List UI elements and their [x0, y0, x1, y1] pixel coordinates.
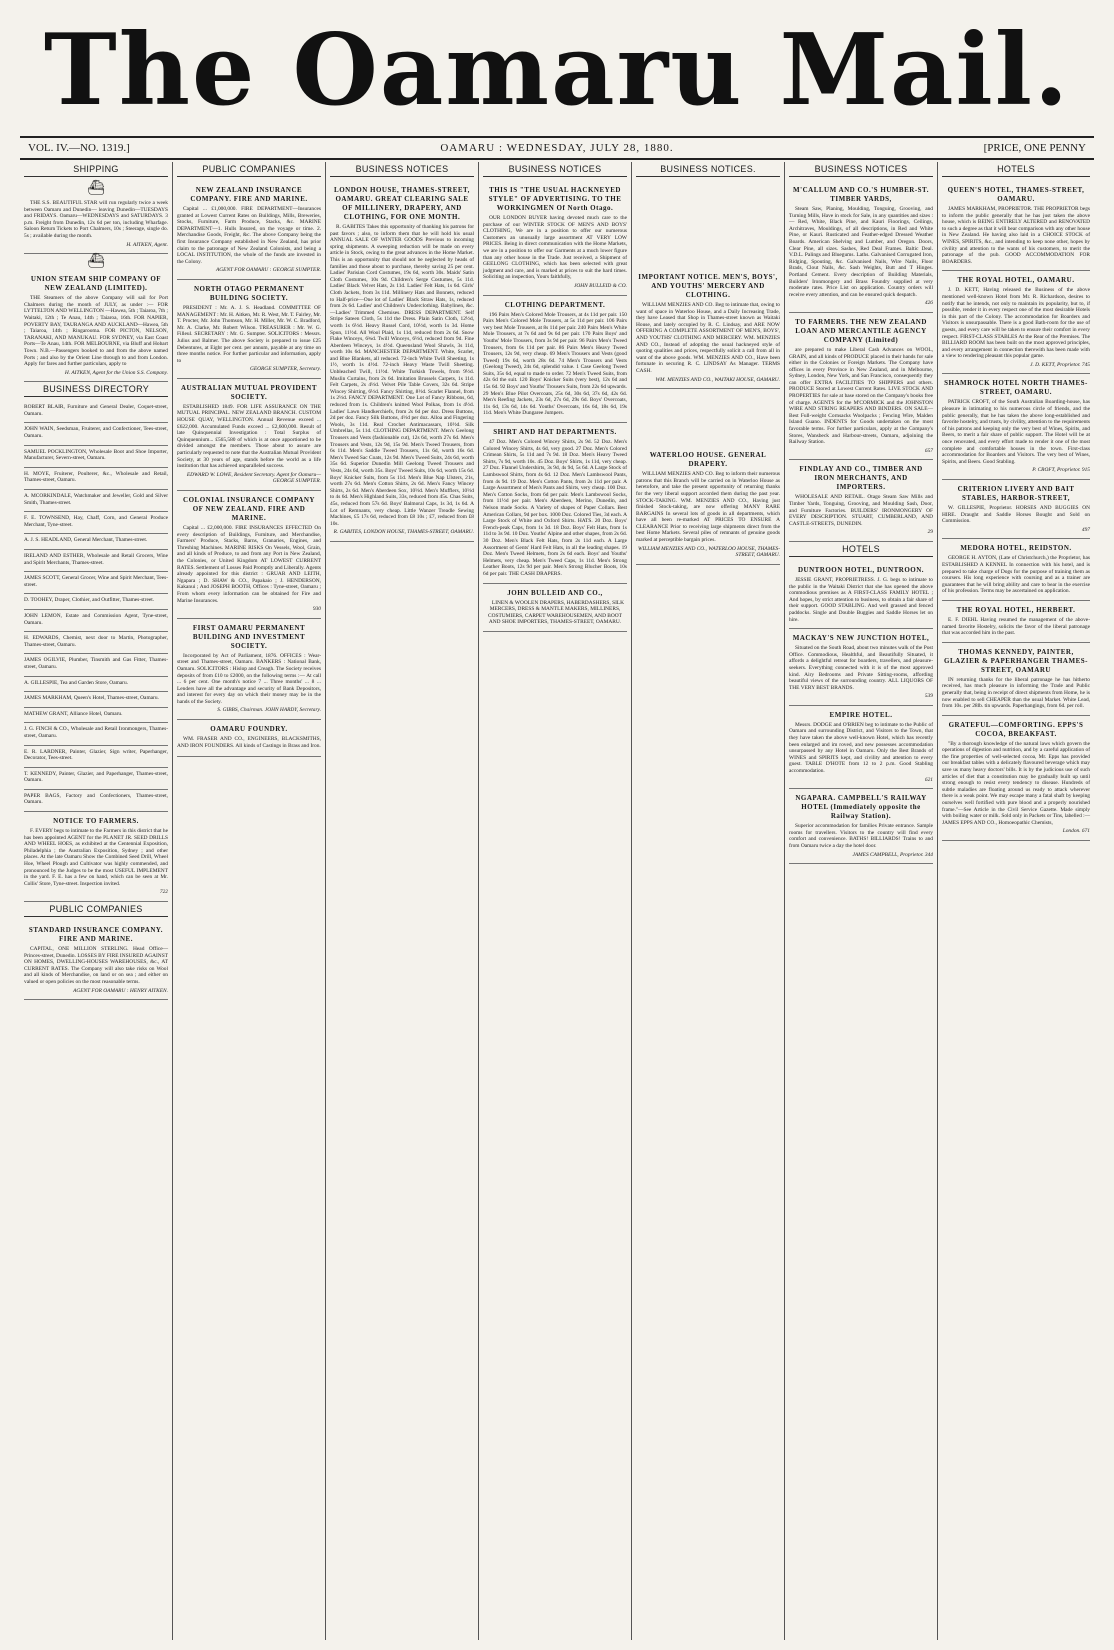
ad-signature: 621	[924, 776, 933, 783]
advertisement	[483, 181, 627, 296]
advertisement	[177, 181, 321, 280]
ad-body: E. F. DIEHL Having resumed the management of the above-named favorite Hostelry, solicits the favor of the liberal patronage that was accorded him in the past.	[942, 616, 1090, 637]
steamship-icon: ⛴	[87, 181, 105, 196]
advertisement	[942, 181, 1090, 271]
ad-title: FIRST OAMARU PERMANENT BUILDING AND INVESTMENT SOCIETY.	[192, 623, 306, 650]
ad-title: FINDLAY AND CO., TIMBER AND IRON MERCHANTS, AND IMPORTERS.	[799, 465, 923, 492]
ad-body: 196 Pairs Men's Colored Mole Trousers, at 4s 11d per pair. 150 Pairs Men's Colored Mole Trousers, at 5s 11d per pair. 106 Pairs very best Mole Trousers, at 8s 11d per pair. 240 Pairs Men's White Mole Trousers, at 7s 6d and 9s 6d per pair. 170 Pairs Boys' and Youths' Mole Trousers, from 3s 9d per pair. 96 Pairs Men's Tweed Trousers, from 6s 11d per pair. 86 Pairs Men's Heavy Tweed Trousers, 12s 9d, very cheap. 69 Men's Trousers and Vests (good Tweed) 19s 6d, worth 28s 6d. 74 Men's Trousers and Vests (Geelong Tweed), 24s 6d, splendid value. 1 Case Geelong Tweed Suits, 35s 6d, equal to made to order. 72 Men's Tweed Suits, from 42s 6d the suit. 120 Boys' Knicker Suits (very best), 12s 6d and 15s 6d. 92 Boys' and Youths' Trousers Suits, from 22s 6d upwards. 29 Men's Blue Pilot Overcoats, 25s 6d, 30s 6d, 37s 6d, 42s 6d. Men's Reefing Jackets, 23s 6d, 27s 6d, 29s 6d. Boys' Overcoats, 11s 6d, 13s 6d, 14s 6d. Youths' Overcoats, 16s 6d, 18s 6d, 19s 11d. Men's White Dungaree Jumpers.	[483, 311, 627, 417]
ad-title: LONDON HOUSE, THAMES-STREET, OAMARU. GREAT CLEARING SALE OF MILLINERY, DRAPERY, AND CLOTHING, FOR ONE MONTH.	[334, 186, 470, 221]
advertisement	[177, 379, 321, 491]
directory-listing: A. J. S. HEADLAND, General Merchant, Thames-street.	[24, 534, 168, 550]
advertisement	[24, 197, 168, 254]
ad-title: EMPIRE HOTEL.	[829, 710, 893, 719]
advertisement	[789, 561, 933, 629]
section-header: HOTELS	[789, 542, 933, 557]
ad-body: Capital ... £1,000,000. FIRE DEPARTMENT—Insurances granted at Lowest Current Rates on Buildings, Mills, Breweries, Stocks, Furniture, Farm Produce, Stacks, &c. MARINE DEPARTMENT—1. Hulls Insured, on the voyage or time. 2. Merchandise Goods, Freight, &c. The above Company being the first Insurance Company established in New Zealand, has prior claim to the patronage of New Zealand Colonists, and being a LOCAL INSTITUTION, the whole of the funds are invested in the Colony.	[177, 206, 321, 265]
column-header: BUSINESS NOTICES.	[636, 162, 780, 177]
ad-body: IN returning thanks for the liberal patronage he has hitherto received, has much pleasure in informing the Trade and Public generally that, being in receipt of direct shipments from Home, he is now enabled to sell CHEAPER than the usual Market. White Lead, from 10s. per 28lb. tin upwards. Paperhangings, from 6d. per roll.	[942, 676, 1090, 710]
advertisement	[942, 271, 1090, 374]
advertisement	[942, 539, 1090, 601]
directory-listing: D. TOOHEY, Draper, Clothier, and Outfitter, Thames-street.	[24, 594, 168, 610]
ad-signature: 657	[924, 447, 933, 454]
ad-title: NEW ZEALAND INSURANCE COMPANY. FIRE AND MARINE.	[190, 186, 308, 203]
directory-listing: H. EDWARDS, Chemist, next door to Martin, Photographer, Thames-street, Oamaru.	[24, 632, 168, 654]
ad-title: QUEEN'S HOTEL, THAMES-STREET, OAMARU.	[947, 186, 1085, 203]
directory-listing: IRELAND AND ESTHER, Wholesale and Retail Grocers, Wine and Spirit Merchants, Thames-street.	[24, 550, 168, 572]
advertisement	[24, 270, 168, 382]
ad-title: MEDORA HOTEL, REIDSTON.	[960, 544, 1072, 553]
advertisement	[483, 584, 627, 632]
ad-body: THE Steamers of the above Company will sail for Port Chalmers during the month of JULY, as under :— FOR LYTTELTON AND WELLINGTON —Hawea, 5th ; Taiaroa, 7th ; Waitaki, 12th ; Te Anau, 14th ; Taiaroa, 16th. FOR NAPIER, POVERTY BAY, TAURANGA AND AUCKLAND—Hawea, 5th ; Taiaroa, 14th ; Ringarooma. FOR PICTON, NELSON, TARANAKI, AND MANUKAU. FOR SYDNEY, via East Coast Ports—Te Anau, 14th. FOR MELBOURNE, via Bluff and Hobart Town. N.B.—Passengers booked to and from the above named Ports ; and also by the Orient Line through to and from London. Apply for fares and further particulars, apply to	[24, 295, 168, 368]
ad-body: WM. FRASER AND CO., ENGINEERS, BLACKSMITHS, AND IRON FOUNDERS. All kinds of Castings in Brass and Iron.	[177, 736, 321, 749]
dateline	[20, 136, 1094, 160]
directory-listing: ROBERT BLAIR, Furniture and General Dealer, Coquet-street, Oamaru.	[24, 401, 168, 423]
issue-price: [PRICE, ONE PENNY	[983, 142, 1086, 154]
ad-body: OUR LONDON BUYER having devoted much care to the purchase of our WINTER STOCK OF MEN'S AND BOYS' CLOTHING, We are in a position to offer our numerous Customers an unusually large assortment AT VERY LOW PRICES. Being in direct communication with the Home Markets, we are in a position to offer our Garments at a much lower figure than any other house in the Trade. Just received, a Shipment of GEELONG CLOTHING, which has been selected with great judgment and care, and is marked at prices to suit the hard times. Soliciting an inspection, Yours faithfully,	[483, 215, 627, 281]
directory-listing: MATHEW GRANT, Alliance Hotel, Oamaru.	[24, 708, 168, 724]
ad-signature: JOHN BULLEID & CO.	[573, 282, 627, 289]
advertisement	[483, 296, 627, 424]
advertisement	[330, 181, 474, 542]
ad-signature: 539	[924, 693, 933, 700]
ad-body: ESTABLISHED 1849. FOR LIFE ASSURANCE ON THE MUTUAL PRINCIPAL. NEW ZEALAND BRANCH. CUSTOM HOUSE QUAY, WELLINGTON. Annual Revenue exceed ... £622,000. Accumulated Funds exceed ... £2,600,000. Result of late Quinquennial Investigation : Total Surplus of Quinquennium... £565,580 of which is at once apportioned to be divided amongst the members. Those about to assure are particularly requested to note that the Australian Mutual Provident Society, at 30 years of age, stands before the world as a life institution that has achieved unparalleled success.	[177, 403, 321, 470]
ad-body: Steam Saw, Planing, Moulding, Tonguing, Grooving, and Turning Mills, Have in stock for Sale, in any quantities and sizes :— Red, White, Black Pine, and Kauri Floorings, Ceilings, Architraves, Mouldings, of all descriptions, in Red and White Pine, or Kauri. Rusticated and Feather-edged Dressed Weather Boards. American Shelving and Lumber, and Oregon. Doors, Clear Pine, all sizes. Sashes, Red Deal Frames. Baltic Deal. V.D.L. Palings and Bluegums. Laths. Galvanised Corrugated Iron, Ridging, Spouting, &c. Galvanised Nails, Wire Nails, Floor Brads, Clout Nails, &c. Sash Weights, Butt and T Hinges. Portland Cement. Every description of Building Materials, Builders' Ironmongery and Brass Foundry supplied at very moderate rates. Price List on application. Country orders will receive every attention, and can be ensured quick despatch.	[789, 206, 933, 298]
advertisement	[636, 389, 780, 565]
ad-body: PRESIDENT : Mr. A. J. S. Headland. COMMITTEE OF MANAGEMENT : Mr. H. Aitken, Mr. R. West, Mr. T. Fairley, Mr. T. Procter, Mr. John Thomson, Mr. H. Miller, Mr. W. C. Bradford, Mr. A. Clarke, Mr. Robert Wilson. TREASURER : Mr. W. G. Filleul. SECRETARY : Mr. G. Sumpter. SOLICITORS : Messrs. Julius and Balmer. The above Society is prepared to issue £25 Debentures, at Eight per cent. per annum, payable at any time on three months notice. For further particular and information, apply to	[177, 304, 321, 364]
ad-title: UNION STEAM SHIP COMPANY OF NEW ZEALAND (LIMITED).	[30, 275, 162, 293]
advertisement	[942, 374, 1090, 480]
ad-body: F. EVERY begs to intimate to the Farmers in this district that he has been appointed AGENT for the PLANET JR. SEED DRILLS AND WHEEL HOES, as exhibited at the Centennial Exposition, Philadelphia ; the Australian Exposition, Sydney ; and other places. At the late Oamaru Show the Combined Seed Drill, Wheel Hoe, Wheel Plough and Cultivator was highly commended, and pronounced by the Judges to be the most USEFUL IMPLEMENT in the yard. F. E. has a few on hand, which can be seen at Mr. Collis' Store, Tyne-street. Inspection invited.	[24, 828, 168, 887]
ad-body: "By a thorough knowledge of the natural laws which govern the operations of digestion and nutrition, and by a careful application of the fine properties of well-selected cocoa, Mr. Epps has provided our breakfast tables with a delicately flavoured beverage which may save us many heavy doctors' bills. It is by the judicious use of such articles of diet that a constitution may be gradually built up until strong enough to resist every tendency to disease. Hundreds of subtle maladies are floating around us ready to attack wherever there is a weak point. We may escape many a fatal shaft by keeping ourselves well fortified with pure blood and a properly nourished frame."—See Article in the Civil Service Gazette. Made simply with boiling water or milk. Sold only in Packets or Tins, labelled :— JAMES EPPS AND CO., Homoeopathic Chemists,	[942, 740, 1090, 826]
directory-listing: JAMES MARKHAM, Queen's Hotel, Thames-street, Oamaru.	[24, 692, 168, 708]
ad-signature: 426	[924, 300, 933, 307]
column-business-notices-1	[326, 162, 479, 1640]
directory-listing: A. GILLESPIE, Tea and Garden Store, Oamaru.	[24, 677, 168, 693]
ad-title: THOMAS KENNEDY, PAINTER, GLAZIER & PAPERHANGER THAMES-STREET, OAMARU	[944, 647, 1088, 674]
ad-title: IMPORTANT NOTICE. MEN'S, BOYS', AND YOUTHS' MERCERY AND CLOTHING.	[638, 273, 778, 299]
directory-listing: A. MCORKINDALE, Watchmaker and Jeweller, Gold and Silver Smith, Thames-street.	[24, 490, 168, 512]
issue-date: OAMARU : WEDNESDAY, JULY 28, 1880.	[440, 142, 674, 154]
ad-signature: 497	[1081, 526, 1090, 533]
ad-signature: J. D. KETT, Proprietor. 745	[1030, 361, 1090, 368]
ad-title: THIS IS "THE USUAL HACKNEYED STYLE" OF ADVERTISING. TO THE WORKINGMEN Of North Otago.	[488, 186, 622, 212]
ad-signature: London. 671	[1062, 828, 1090, 835]
column-header: SHIPPING	[24, 162, 168, 177]
directory-listing: SAMUEL POCKLINGTON, Wholesale Boot and Shoe Importer, Manufacturer, Severn-street, Oamaru.	[24, 446, 168, 468]
ad-signature: WILLIAM MENZIES AND CO., WATERLOO HOUSE, THAMES-STREET, OAMARU.	[637, 545, 780, 559]
ad-title: NGAPARA. CAMPBELL'S RAILWAY HOTEL (Immediately opposite the Railway Station).	[795, 794, 927, 821]
ad-signature: 29	[927, 529, 933, 536]
advertisement	[942, 716, 1090, 841]
ad-title: WATERLOO HOUSE. GENERAL DRAPERY.	[649, 451, 767, 469]
ad-body: Capital ... £2,000,000. FIRE INSURANCES EFFECTED On every description of Buildings, Furniture, and Merchandise, Farmers' Produce, Stacks, Barns, Granaries, Engines, and Threshing Machines. MARINE RISKS On Vessels, Wool, Grain, and all kinds of Produce, to and from any Port in New Zealand, the Colonies, or United Kingdom AT LOWEST CURRENT RATES. Settlement of Losses Paid Promptly and Liberally. Agents already appointed for this district : GRUAR AND LEITH, Ngapara ; D. SHAW & CO., Papakaio ; J. HENDERSON, Kakanui ; And JOSEPH BOOTH, Offices : Tyne-street, Oamaru ; From whom every information can be obtained for Fire and Marine Insurances.	[177, 525, 321, 604]
column-shipping	[20, 162, 173, 1640]
ad-title: NORTH OTAGO PERMANENT BUILDING SOCIETY.	[193, 284, 305, 302]
ad-title: M'CALLUM AND CO.'S HUMBER-ST. TIMBER YARDS,	[793, 186, 929, 203]
column-header: BUSINESS NOTICES	[330, 162, 474, 177]
ad-body: J. D. KETT, Having released the Business of the above mentioned well-known Hotel from Mr. R. Richardson, desires to notify that he intends, not only to maintain its popularity, but to, if possible, render it in every respect one of the most desirable Hotels in this part of the Colony. The accommodation for Boarders and Visitors is unsurpassable. There is a good Bath-room for the use of guests, and every care will be taken to ensure their comfort in every respect. FIRST-CLASS STABLES At the Rear of the Premises. The BILLIARD ROOM has been built on the most approved principles, and every arrangement in connection therewith has been made with a view to rendering pleasant this popular game.	[942, 287, 1090, 360]
column-business-notices-4	[785, 162, 938, 1640]
section-header: BUSINESS DIRECTORY	[24, 382, 168, 397]
ad-signature: AGENT FOR OAMARU : HENRY AITKEN.	[73, 987, 168, 994]
column-header: HOTELS	[942, 162, 1090, 177]
advertisement	[789, 460, 933, 542]
ad-title: GRATEFUL—COMFORTING. EPPS'S COCOA, BREAKFAST.	[948, 720, 1084, 738]
advertisement	[942, 601, 1090, 643]
advertisement	[789, 313, 933, 461]
ad-title: OAMARU FOUNDRY.	[210, 725, 288, 734]
advertisement	[636, 181, 780, 389]
ad-body: W. GILLESPIE, Proprietor. HORSES AND BUGGIES ON HIRE. Draught and Saddle Horses Bought and Sold on Commission.	[942, 505, 1090, 525]
ad-title: NOTICE TO FARMERS.	[53, 817, 139, 826]
ad-body: Incorporated by Act of Parliament, 1876. OFFICES : Wear-street and Thames-street, Oamaru. BANKERS : National Bank, Oamaru. SOLICITORS : Hislop and Creagh. The Society receives deposits of from £10 to £2000, on the following terms :— At call ... 6 per cent. One month's notice 7 ... Three months' ... 8 ... Lenders have all the advantage and security of Bank Depositors, and interest for every day on which their money may be in the hands of the Society.	[177, 652, 321, 705]
advertisement	[483, 423, 627, 583]
advertisement	[177, 619, 321, 720]
advertisement	[24, 812, 168, 902]
column-public-companies	[173, 162, 326, 1640]
advertisement	[177, 280, 321, 379]
advertisement	[789, 629, 933, 706]
advertisement	[177, 491, 321, 619]
ad-title: JOHN BULLEID AND CO.,	[507, 588, 603, 597]
directory-listing: PAPER BAGS, Factory and Confectioners, Thames-street, Oamaru.	[24, 790, 168, 812]
ad-body: JESSIE GRANT, PROPRIETRESS. J. G. begs to intimate to the public in the Waitaki District that she has opened the above commodious premises as A FIRST-CLASS FAMILY HOTEL ; And hopes, by strict attention to business, to obtain a fair share of their support. GOOD STABLING. And well grassed and fenced paddocks. Single and Double Buggies and Saddle Horses let on hire.	[789, 576, 933, 623]
directory-listing: F. E. TOWNSEND, Hay, Chaff, Corn, and General Produce Merchant, Tyne-street.	[24, 512, 168, 534]
advertisement	[789, 789, 933, 864]
ad-body: LINEN & WOOLEN DRAPERS, HABERDASHERS, SILK MERCERS, DRESS & MANTLE MAKERS, MILLINERS, COSTUMIERS, CARPET WAREHOUSEMEN, AND BOOT AND SHOE IMPORTERS, THAMES-STREET, OAMARU.	[488, 599, 625, 626]
ad-body: PATRICK CROFT, of the South Australian Boarding-house, has pleasure in intimating to his numerous circle of friends, and the public generally, that he has taken the above long-established and favorite hostelry, and trusts, by civility, attention to the requirements of his patrons and keeping only the very best of Wines, Spirits, and Beers, to merit a fair share of public support. The Hotel will be at once renovated, and every effort made to render it one of the most complete and comfortable houses in the town. First-class accommodation for Boarders and Visitors. The very best of Wines, Spirits, and Beers. Good Stabling.	[942, 399, 1090, 465]
ad-title: THE ROYAL HOTEL, HERBERT.	[956, 605, 1076, 614]
ad-signature: 930	[312, 606, 321, 613]
ad-body: JAMES MARKHAM, PROPRIETOR. THE PROPRIETOR begs to inform the public generally that he has just taken the above house, which is BEING ENTIRELY ALTERED and RENOVATED to such a degree as that it will bear comparison with any other house in New Zealand. He having also laid in a CHOICE STOCK of WINES, SPIRITS, &c., and intending to keep none other, hopes by civility and attention to the wants of his customers, to merit the patronage of the pub. GOOD ACCOMMODATION FOR BOARDERS.	[942, 206, 1090, 265]
ad-title: AUSTRALIAN MUTUAL PROVIDENT SOCIETY.	[180, 383, 317, 401]
ad-body: GEORGE H. AYTON, (Late of Christchurch,) the Proprietor, has ESTABLISHED A KENNEL In connection with his hotel, and is prepared to take charge of Dogs for the purpose of training them as coursers. His long experience with coursing and as a trainer are guarantees that he will bring ability and care to bear in the exercise of his profession. Terms may be ascertained on application.	[942, 555, 1090, 595]
steamship-icon: ⛴	[87, 254, 105, 270]
ad-title: CRITERION LIVERY AND BAIT STABLES, HARBOR-STREET,	[957, 485, 1075, 502]
ad-body: CAPITAL, ONE MILLION STERLING. Head Office—Princes-street, Dunedin. LOSSES BY FIRE INSURED AGAINST ON HOMES, DWELLING-HOUSES WAREHOUSES, &c., AT CURRENT RATES. The Company will also take risks on Wool and all kinds of Merchandise, on land or on sea ; and either on valued or open policies on the most reasonable terms.	[24, 946, 168, 985]
advertisement	[177, 720, 321, 757]
ad-body: Situated on the South Road, about two minutes walk of the Post Office. Commodious, Healthful, and Beautifully Situated, it affords a delightful retreat for boarders, travellers, and pleasure-seekers. Everything connected with it is of the most approved kind. Airy Bedrooms and Private Sitting-rooms, affording beautiful views of the surrounding country. ALL LIQUORS OF THE VERY BEST BRANDS.	[789, 645, 933, 691]
ad-signature: AGENT FOR OAMARU : GEORGE SUMPTER.	[215, 267, 321, 274]
advertisement	[789, 181, 933, 313]
ad-body: WHOLESALE AND RETAIL. Otago Steam Saw Mills and Timber Yards, Tonguing, Grooving, and Moulding Sash, Door, and Furniture Factories. BUILDERS' IRONMONGERY OF EVERY DESCRIPTION. STUART, CUMBERLAND, AND CASTLE-STREETS, DUNEDIN.	[789, 494, 933, 527]
directory-listing: JOHN WAIN, Seedsman, Fruiterer, and Confectioner, Tees-street, Oamaru.	[24, 423, 168, 445]
ad-signature: R. GABITES, LONDON HOUSE, THAMES-STREET, OAMARU.	[333, 529, 474, 536]
volume-number: VOL. IV.—NO. 1319.]	[28, 142, 130, 154]
ad-signature: GEORGE SUMPTER, Secretary.	[249, 366, 321, 373]
ad-title: CLOTHING DEPARTMENT.	[504, 300, 606, 309]
advertisement	[789, 706, 933, 789]
ad-body: Superior accommodation for families Private entrance. Sample rooms for travellers. Visitors to the country will find every comfort and convenience. BATHS! BILLIARDS! Trains to and from Oamaru twice a day the hotel door.	[789, 823, 933, 849]
ad-title: SHAMROCK HOTEL NORTH THAMES-STREET, OAMARU.	[944, 379, 1088, 397]
ad-title: STANDARD INSURANCE COMPANY. FIRE AND MARINE.	[28, 926, 164, 943]
ad-signature: JAMES CAMPBELL, Proprietor. 344	[852, 851, 933, 858]
column-hotels	[938, 162, 1094, 1640]
column-business-notices-2	[479, 162, 632, 1640]
ad-body: THE S.S. BEAUTIFUL STAR will run regularly twice a week between Oamaru and Dunedin— leaving Dunedin—TUESDAYS and FRIDAYS. Oamaru—WEDNESDAYS and SATURDAYS. 3 p.m. Freight from Dunedin, 12s 6d per ton, including Wharfage. Saloon Return Tickets to Port Chalmers, 10s ; Steerage, single do. 5s ; available during the month.	[24, 200, 168, 239]
ad-title: COLONIAL INSURANCE COMPANY OF NEW ZEALAND. FIRE AND MARINE.	[183, 496, 315, 522]
directory-listing: JOHN LEMON, Estate and Commission Agent, Tyne-street, Oamaru.	[24, 610, 168, 632]
ad-signature: 722	[159, 889, 168, 896]
ad-body: 47 Doz. Men's Colored Wincey Shirts, 2s 9d. 52 Doz. Men's Colored Wincey Shirts, 4s 6d, very good. 27 Doz. Men's Colored Crimean Shirts, 5s 11d and 7s 9d. 18 Doz. Men's Heavy Tweed Shirts, 7s 9d, worth 10s. 45 Doz. Boys' Shirts, 1s 11d, very cheap. 27 Doz. Flannel Undershirts, 3s 9d, 4s 9d, 5s 6d. A Large Stock of Lambswool Shirts, from 4s 6d. 12 Doz. Men's Lambswool Pants, from 4s 9d. 19 Doz. Men's Cotton Pants, from 2s 11d per pair. A Large Assortment of Men's Pants and Shirts, very cheap. 100 Doz. Men's Cotton Socks, from 6d per pair. Men's Lambswool Socks, from 11½d per pair. Men's Aberdeen, Merino, Dunedin, and Nelson made Socks. A Variety of shapes of Paper Collars. Best American Collars, 9d per box. 1000 Doz. Colored Ties, 3d each. A Large Stock of White and Oxford Shirts. HATS. 20 Doz. Boys' French-peak Caps, from 1s 3d. 18 Doz. Boys' Felt Hats, from 1s 11d to 3s 9d. 10 Doz. Youths' Alpine and other shapes, from 2s 6d. 30 Doz. Men's Black Felt Hats, from 2s 11d each. A Large Assortment of Gents' Hard Felt Hats, in all the leading shapes. 19 Doz. Men's Tweed Helmets, from 2s 6d each. Boys' and Youths' Helmets, very cheap. Men's Tweed Caps, 1s 11d. Men's Strong Leather Boots, 12s 9d per pair. Men's Strong Blucher Boots, 10s 6d per pair. THE CASH DRAPERS.	[483, 439, 627, 577]
column-header: PUBLIC COMPANIES	[177, 162, 321, 177]
column-header: BUSINESS NOTICES	[789, 162, 933, 177]
directory-listing: J. G. FINCH & CO., Wholesale and Retail Ironmongers, Thames-street, Oamaru.	[24, 723, 168, 745]
ad-title: SHIRT AND HAT DEPARTMENTS.	[493, 428, 617, 437]
column-header: BUSINESS NOTICES	[483, 162, 627, 177]
directory-listing: JAMES SCOTT, General Grocer, Wine and Spirit Merchant, Tees-street.	[24, 572, 168, 594]
directory-listing: E. R. LARDNER, Painter, Glazier, Sign writer, Paperhanger, Decorator, Tees-street.	[24, 746, 168, 768]
ad-title: THE ROYAL HOTEL, OAMARU.	[957, 276, 1075, 285]
ad-signature: H. AITKEN, Agent.	[126, 241, 168, 248]
masthead-title: The Oamaru Mail.	[43, 13, 1071, 128]
section-header: PUBLIC COMPANIES	[24, 902, 168, 917]
column-business-notices-3	[632, 162, 785, 1640]
directory-listing: JAMES OGILVIE, Plumber, Tinsmith and Gas Fitter, Thames-street, Oamaru.	[24, 654, 168, 676]
ad-signature: WM. MENZIES AND CO., WAITAKI HOUSE, OAMARU.	[655, 376, 780, 383]
directory-listing: H. MOYE, Fruiterer, Poulterer, &c., Wholesale and Retail, Thames-street, Oamaru.	[24, 468, 168, 490]
ad-signature: H. AITKEN, Agent for the Union S.S. Company.	[64, 369, 168, 376]
ad-signature: P. CROFT, Proprietor. 915	[1032, 467, 1090, 474]
ad-title: DUNTROON HOTEL, DUNTROON.	[797, 565, 925, 574]
advertisement	[24, 921, 168, 1000]
directory-listing: T. KENNEDY, Painter, Glazier, and Paperhanger, Thames-street, Oamaru.	[24, 768, 168, 790]
newspaper-columns	[20, 162, 1094, 1640]
advertisement	[942, 480, 1090, 539]
advertisement	[942, 643, 1090, 716]
ad-signature: S. GIBBS, Chairman. JOHN HARDY, Secretary.	[217, 707, 321, 714]
ad-body: are prepared to make Liberal Cash Advances on WOOL, GRAIN, and all kinds of PRODUCE placed in their hands for sale either in the Colonies or Foreign Markets. The Company have offices in every Province in New Zealand, and in Melbourne, Sydney, London, New York, and San Francisco, consequently they can offer EXTRA FACILITIES TO SHIPPERS and others. PRODUCE Stored at Lowest Current Rates. LIVE STOCK AND PROPERTIES for sale at base stored on the Company's books free of charge. AGENTS for the M'CORMICK and the JOHNSTON WIRE AND STRING REAPERS AND BINDERS. ON SALE—Best Full-weight Cornsacks Woolpacks ; Fencing Wire, Malden Island Guano. INDENTS for Goods undertaken on the most favorable terms. For further particulars, apply at the Company's Stores, Wansbeck and Harbour-streets, Oamaru, adjoining the Railway Station.	[789, 346, 933, 446]
ad-signature: EDWARD W. LOWE, Resident Secretary. Agent for Oamaru— GEORGE SUMPTER.	[186, 471, 321, 485]
ad-body: Messrs. DODGE and O'BRIEN beg to intimate to the Public of Oamaru and surrounding District, and Visitors to the Town, that they have taken the above well-known Hotel, which has recently been enlarged and im roved, and new possesses accommodation unsurpassed by any Hotel in Oamaru. Only the Best Brands of WINES and SPIRITS kept, and civility and attention to every guest. TABLE D'HOTE from 12 to 2 p.m. Good Stabling accommodation.	[789, 721, 933, 775]
ad-body: R. GABITES Takes this opportunity of thanking his patrons for past favors ; also, to inform them that he will hold his usual ANNUAL SALE OF WINTER GOODS Previous to incoming spring shipments. A sweeping reduction will be made on every article in Stock, owing to the great advances in the Home Market. This is an opportunity that should not be neglected by heads of families and those about to purchase, thereby saving 25 per cent. Ladies' Parisian Cord Costumes, 19s 6d, worth 30s. Maids' Satin Cloth Costumes, 10s 9d. Children's Serge Costumes, 5s 11d. Ladies' Black Velvet Hats, 2s 11d. Ladies' Felt Hats, 1s 6d. Girls' Cloth Jackets, from 3s 11d. Millinery Hats and Bonnets, reduced to Half-price—One lot of Ladies' Black Straw Hats, 1s, reduced from 2s 6d. Ladies' and Children's Underclothing. Babylinen, &c.—Ladies' Trimmed Chemises. DRESS DEPARTMENT. Self Stripe Sateen Cloth, 5s 11d the Dress. Plain Satin Cloth, 12½d, worth 1s 6½d. Heavy Russel Cord, 10½d, worth 1s 3d. Home Spun, 11½d. All Wool Plaid, 1s 11d, reduced from 2s 6d. Snow Flake Winceys, 6¾d. Twill Winceys, 6½d, reduced from 9d. Fine Aberdeen Winceys, 1s 4½d. Queensland Wool Shawls, 3s 11d, worth 10s 6d. MANCHESTER DEPARTMENT. White, Scarlet, and Blue Blankets, all reduced. 72-inch White Twill Sheeting, 1s 1½, worth 1s 4½d. 72-inch Heavy Waste Twill Sheeting. Unbleached Twill, 11½d. White Turkish Towels, from 9½d. Muslin Curtains, from 2s 6d. Imitation Brussels Carpets, 1s 11d. Felt Carpets, 2s 4½d. Velvet Pile Table Covers, 32s 6d. Stripe Wincey Shirting, 6½d. Fancy Shirting, 8½d. Scarlet Flannel, from 1s 2½d. FANCY DEPARTMENT. One Lot of Fancy Ribbons, 6d, reduced from 1s. Children's knitted Wool Polkas, from 1s 4½d. Ladies' Lawn Handkerchiefs, from 2s 6d per doz. Dress Buttons, 2d per doz. Fancy Silk Buttons, 4½d per doz. Alloa and Fingering Wools, 3s 11d. Real Crochet Antimacassars, 10½d. Silk Umbrellas, 5s 11d. CLOTHING DEPARTMENT. Men's Geelong Trousers and Vests (fashionable cut), 12s 6d, worth 27s 6d. Men's Trousers and Vests, 12s 9d, 15s 9d. Men's Tweed Trousers, from 6s 11d. Men's Saddle Tweed Trousers, 11s 6d, worth 16s 6d. Men's Tweed Sac Coats, 12s 9d. Men's Tweed Suits, 24s 6d, worth 35s 6d. Superior Dunedin Mill Geelong Tweed Trousers and Vests, 24s 6d, worth 35s. Boys' Tweed Suits, 10s 6d, worth 15s 6d. Boys' Knicker Suits, from 5s 11d. Men's Blue Nap Ulsters, 21s, worth 27s 6d. Men's Cotton Shirts, 2s 6d. Men's Fancy Wincey Shirts, 2s 6d. Men's Aberdeen Sox, 10½d. Men's Mufflers, 10½d to 4s 6d. Men's Highland Suits, 33s, reduced from 45s. Chas Suits, 45s, reduced from 57s 6d. Boys' Balmoral Caps, 1s 3d, 1s 6d. A Lot of Remnants, very cheap. Little Wanzer Treadle Sewing Machines, £5 17s 6d, reduced from £8 10s ; £7, reduced from £8 10s.	[330, 224, 474, 527]
ad-title: MACKAY'S NEW JUNCTION HOTEL,	[792, 634, 930, 643]
ad-title: TO FARMERS. THE NEW ZEALAND LOAN AND MERCANTILE AGENCY COMPANY (Limited)	[795, 317, 927, 344]
ad-body: WILLIAM MENZIES AND CO. Beg to intimate that, owing to want of space in Waterloo House, and a Daily Increasing Trade, they have Leased that Shop in Thames-street known as Waitaki House, and lately occupied by R. C. Lindsay, and ARE NOW OFFERING A COMPLETE ASSORTMENT OF MEN'S, BOYS', AND YOUTHS' CLOTHING AND MERCERY. WM. MENZIES AND CO., Instead of adopting the usual hackneyed style of quoting qualities and prices, respectfully solicit a call from all in want of the above goods. WM. MENZIES AND CO., Have been fortunate in securing R. C. LINDSAY As Manager. TERMS CASH.	[636, 302, 780, 374]
ad-body: WILLIAM MENZIES AND CO. Beg to inform their numerous patrons that this Branch will be carried on in Waterloo House as heretofore, and take the present opportunity of returning thanks for the very liberal support accorded them during the past year. STOCK-TAKING. WM. MENZIES AND CO., Having just finished Stock-taking, are now offering MANY RARE BARGAINS In several lots of goods in all departments, which have all been re-marked AT PRICES TO ENSURE A CLEARANCE Prior to receiving large shipments direct from the best Home Markets. Several piles of remnants of genuine goods marked at perceptible bargain prices.	[636, 471, 780, 544]
